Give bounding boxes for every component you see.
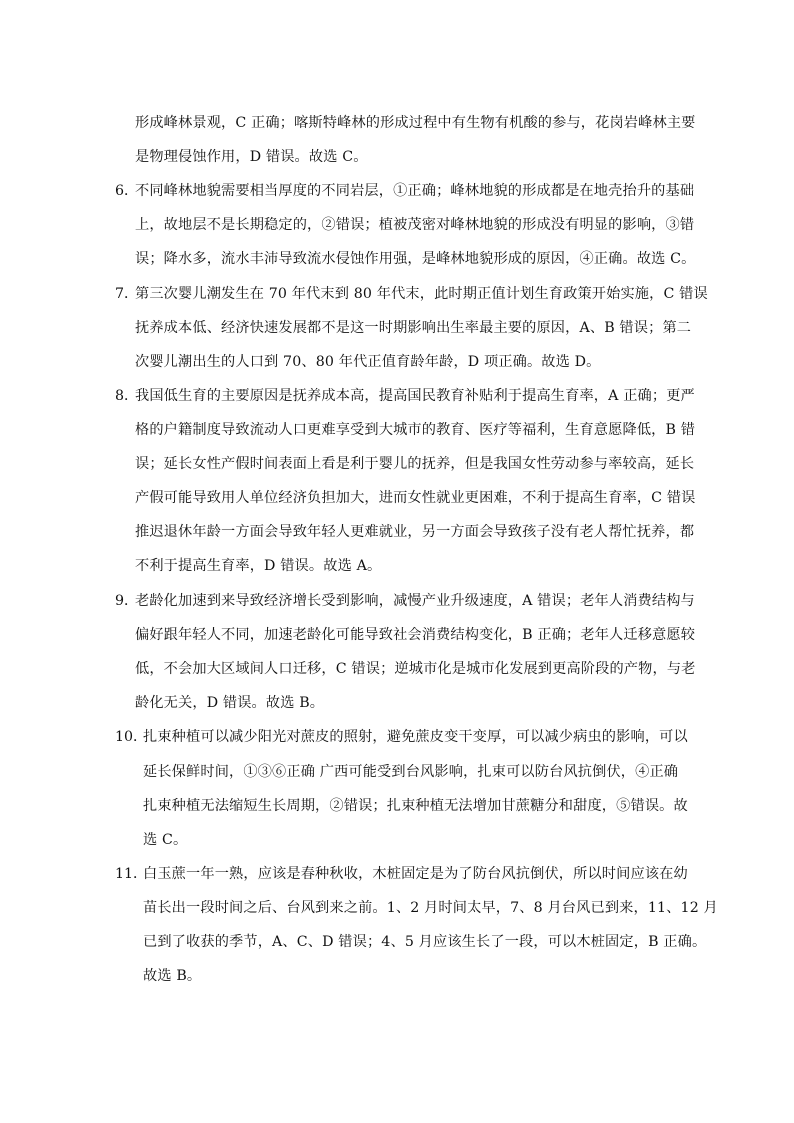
answer-line: 扎束种植无法缩短生长周期，②错误；扎束种植无法增加甘蔗糖分和甜度，⑤错误。故 — [143, 798, 688, 814]
answer-line: 低，不会加大区域间人口迁移，C 错误；逆城市化是城市化发展到更高阶段的产物，与老 — [135, 661, 696, 677]
answer-line: 产假可能导致用人单位经济负担加大，进而女性就业更困难，不利于提高生育率，C 错误 — [135, 490, 696, 506]
answer-number: 10． — [115, 729, 148, 745]
answer-line: 故选 B。 — [143, 968, 202, 984]
answer-number: 8． — [115, 388, 139, 404]
answer-line: 延长保鲜时间，①③⑥正确 广西可能受到台风影响，扎束可以防台风抗倒伏，④正确 — [143, 764, 679, 780]
answer-number: 7． — [115, 286, 139, 302]
answer-line: 形成峰林景观，C 正确；喀斯特峰林的形成过程中有生物有机酸的参与，花岗岩峰林主要 — [135, 115, 696, 131]
answer-line: 白玉蔗一年一熟，应该是春种秋收，木桩固定是为了防台风抗倒伏，所以时间应该在幼 — [143, 866, 688, 882]
answer-line: 抚养成本低、经济快速发展都不是这一时期影响出生率最主要的原因，A、B 错误；第二 — [135, 320, 692, 336]
answer-line: 扎束种植可以减少阳光对蔗皮的照射，避免蔗皮变干变厚，可以减少病虫的影响，可以 — [143, 729, 688, 745]
answer-line: 误；降水多，流水丰沛导致流水侵蚀作用强，是峰林地貌形成的原因，④正确。故选 C。 — [135, 251, 696, 267]
answer-line: 次婴儿潮出生的人口到 70、80 年代正值育龄年龄，D 项正确。故选 D。 — [135, 354, 601, 370]
answer-number: 11． — [115, 866, 148, 882]
answer-line: 第三次婴儿潮发生在 70 年代末到 80 年代末，此时期正值计划生育政策开始实施，C 错误 — [135, 286, 708, 302]
answer-line: 选 C。 — [143, 832, 188, 848]
answer-number: 9． — [115, 593, 139, 609]
answer-line: 已到了收获的季节，A、C、D 错误；4、5 月应该生长了一段，可以木桩固定，B 正确。 — [143, 934, 707, 950]
answer-line: 是物理侵蚀作用，D 错误。故选 C。 — [135, 149, 368, 165]
answer-line: 龄化无关，D 错误。故选 B。 — [135, 695, 325, 711]
answer-line: 格的户籍制度导致流动人口更难享受到大城市的教育、医疗等福利，生育意愿降低，B 错 — [135, 422, 696, 438]
answer-number: 6． — [115, 183, 139, 199]
answer-line: 上，故地层不是长期稳定的，②错误；植被茂密对峰林地貌的形成没有明显的影响，③错 — [135, 217, 695, 233]
answer-line: 苗长出一段时间之后、台风到来之前。1、2 月时间太早，7、8 月台风已到来，11、12 月 — [143, 900, 718, 916]
answer-line: 不利于提高生育率，D 错误。故选 A。 — [135, 558, 382, 574]
answer-line: 不同峰林地貌需要相当厚度的不同岩层，①正确；峰林地貌的形成都是在地壳抬升的基础 — [135, 183, 695, 199]
answer-line: 误；延长女性产假时间表面上看是利于婴儿的抚养，但是我国女性劳动参与率较高，延长 — [135, 456, 695, 472]
answer-line: 偏好跟年轻人不同，加速老龄化可能导致社会消费结构变化，B 正确；老年人迁移意愿较 — [135, 627, 696, 643]
answer-line: 老龄化加速到来导致经济增长受到影响，减慢产业升级速度，A 错误；老年人消费结构与 — [135, 593, 695, 609]
answer-line: 我国低生育的主要原因是抚养成本高，提高国民教育补贴利于提高生育率，A 正确；更严 — [135, 388, 695, 404]
answer-line: 推迟退休年龄一方面会导致年轻人更难就业，另一方面会导致孩子没有老人帮忙抚养，都 — [135, 524, 695, 540]
